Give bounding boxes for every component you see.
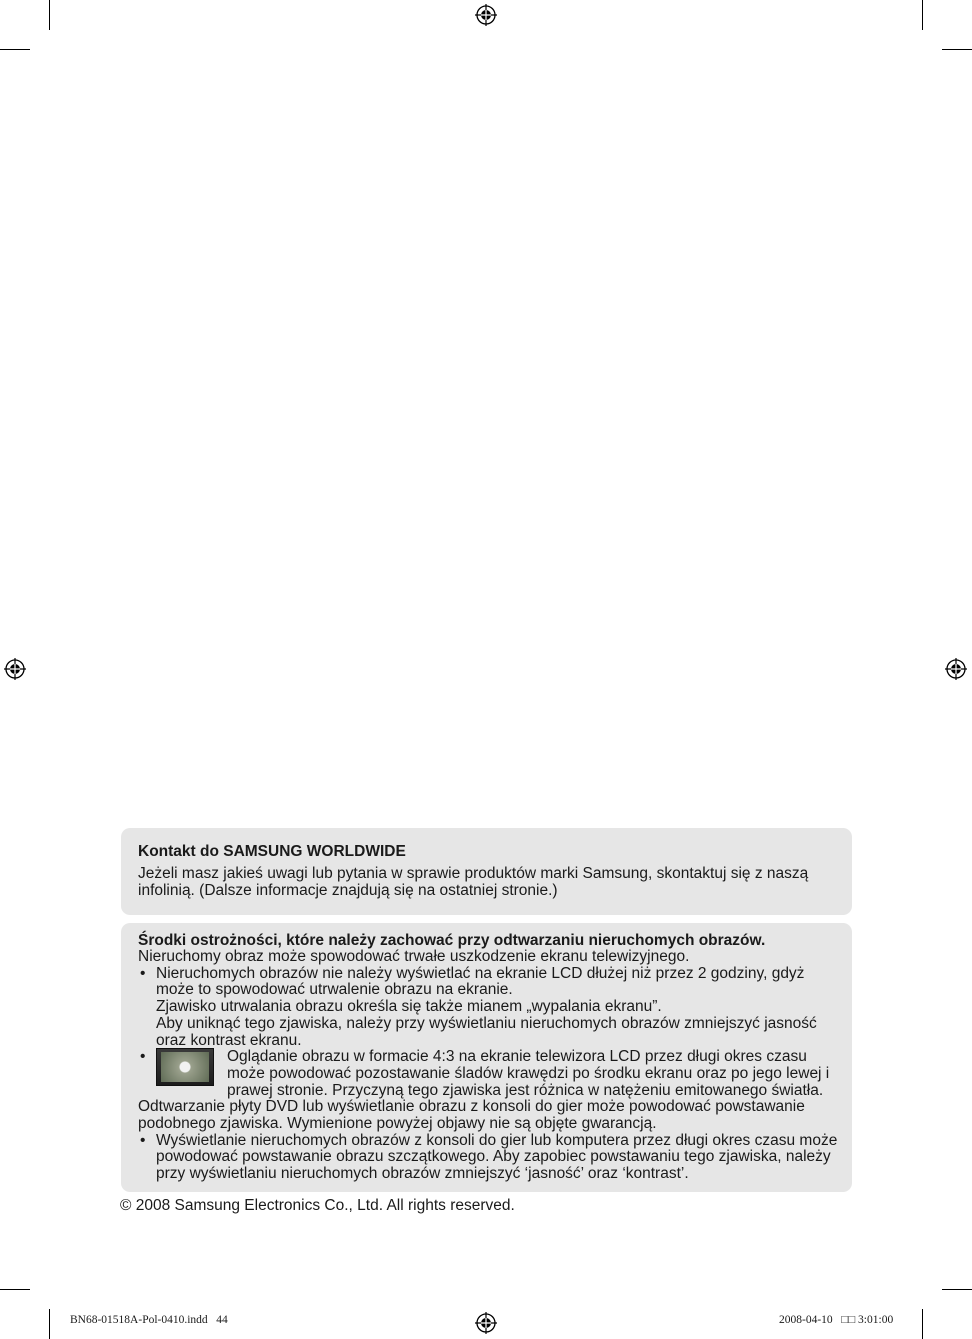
crop-mark [922, 0, 923, 30]
precaution-text: Zjawisko utrwalania obrazu określa się także mianem „wypalania ekranu”. [156, 998, 662, 1016]
registration-mark-icon [475, 1312, 497, 1334]
precaution-text: Nieruchomych obrazów nie należy wyświetlać na ekranie LCD dłużej niż przez 2 godziny, gdyż może to spowodować utrwalenie obrazu na ekranie. [156, 964, 805, 999]
bullet-symbol: • [140, 964, 146, 982]
contact-title: Kontakt do SAMSUNG WORLDWIDE [138, 843, 406, 860]
crop-mark [0, 49, 30, 50]
precaution-item [138, 1049, 842, 1133]
slug-file-info: BN68-01518A-Pol-0410.indd 44 [70, 1314, 228, 1326]
slug-date-info: 2008-04-10 □□ 3:01:00 [779, 1314, 894, 1326]
copyright-notice: © 2008 Samsung Electronics Co., Ltd. All rights reserved. [120, 1197, 515, 1214]
crop-mark [922, 1309, 923, 1339]
registration-mark-icon [4, 658, 26, 680]
bullet-symbol: • [140, 1131, 146, 1149]
precautions-box [121, 923, 852, 1192]
crop-mark [49, 1309, 50, 1339]
screen-thumbnail-icon [156, 1048, 214, 1086]
contact-text: Jeżeli masz jakieś uwagi lub pytania w sprawie produktów marki Samsung, skontaktuj się z naszą infolinią. (Dalsze informacje znajdują się na ostatniej stronie.) [138, 865, 809, 899]
crop-mark [942, 1289, 972, 1290]
precaution-text: Aby uniknąć tego zjawiska, należy przy wyświetlaniu nieruchomych obrazów zmniejszyć jasność oraz kontrast ekranu. [156, 1014, 817, 1049]
crop-mark [942, 49, 972, 50]
registration-mark-icon [945, 658, 967, 680]
precautions-intro: Nieruchomy obraz może spowodować trwałe uszkodzenie ekranu telewizyjnego. [138, 948, 690, 965]
crop-mark [49, 0, 50, 30]
crop-mark [0, 1289, 30, 1290]
precaution-item [138, 1133, 842, 1183]
registration-mark-icon [475, 4, 497, 26]
precautions-title: Środki ostrożności, które należy zachować przy odtwarzaniu nieruchomych obrazów. [138, 932, 766, 949]
contact-box [121, 828, 852, 915]
precaution-text: Wyświetlanie nieruchomych obrazów z konsoli do gier lub komputera przez długi okres czasu może powodować powstawanie obrazu szczątkowego. Aby zapobiec powstawaniu tego zjawiska, należy przy wyświetlaniu nieruchomych obrazów zmniejszyć ‘jasność’ oraz ‘kontrast’. [156, 1131, 838, 1183]
precaution-item [138, 966, 842, 1050]
precaution-text: Oglądanie obrazu w formacie 4:3 na ekranie telewizora LCD przez długi okres czasu może powodować pozostawanie śladów krawędzi po środku ekranu oraz po jego lewej i prawej stronie. Przyczyną tego zjawiska jest różnica w natężeniu emitowanego światła. Odtwarzanie płyty DVD lub wyświetlanie obrazu z konsoli do gier może powodować powstawanie podobnego zjawiska. Wymienione powyżej objawy nie są objęte gwarancją. [138, 1048, 830, 1133]
bullet-symbol: • [140, 1048, 146, 1066]
